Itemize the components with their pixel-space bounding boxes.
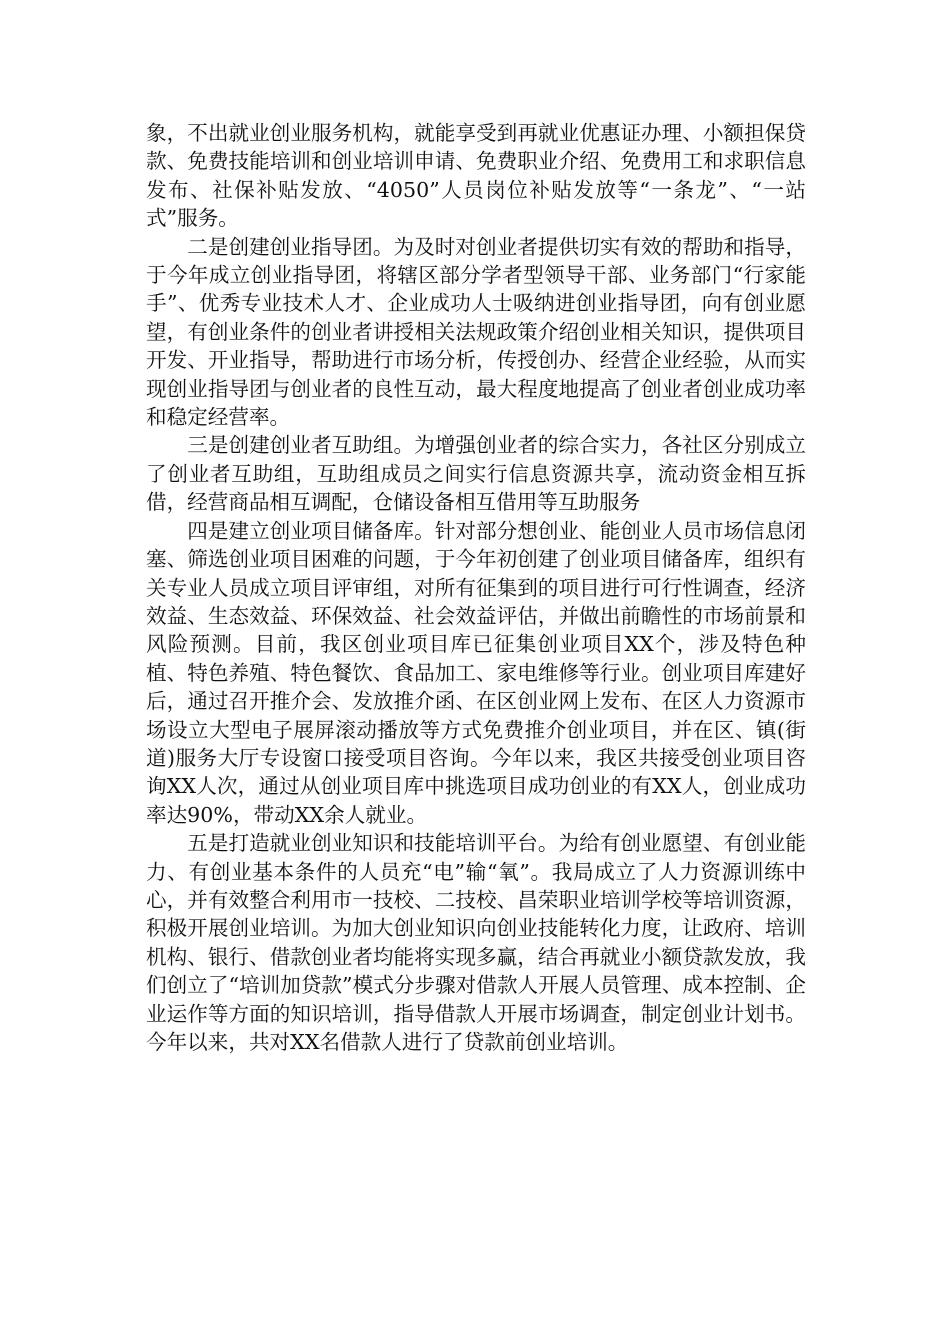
paragraph-entrepreneurship-guidance-group: 二是创建创业指导团。为及时对创业者提供切实有效的帮助和指导，于今年成立创业指导团，将辖区部分学者型领导干部、业务部门“行家能手”、优秀专业技术人才、企业成功人士吸纳进创业指导团，向有创业愿望，有创业条件的创业者讲授相关法规政策介绍创业相关知识，提供项目开发、开业指导，帮助进行市场分析，传授创办、经营企业经验，从而实现创业指导团与创业者的良性互动，最大程度地提高了创业者创业成功率和稳定经营率。 bbox=[146, 234, 806, 430]
paragraph-training-platform: 五是打造就业创业知识和技能培训平台。为给有创业愿望、有创业能力、有创业基本条件的人员充“电”输“氧”。我局成立了人力资源训练中心，并有效整合利用市一技校、二技校、昌荣职业培训学校等培训资源，积极开展创业培训。为加大创业知识向创业技能转化力度，让政府、培训机构、银行、借款创业者均能将实现多赢，结合再就业小额贷款发放，我们创立了“培训加贷款”模式分步骤对借款人开展人员管理、成本控制、企业运作等方面的知识培训，指导借款人开展市场调查，制定创业计划书。今年以来，共对XX名借款人进行了贷款前创业培训。 bbox=[146, 831, 806, 1054]
paragraph-entrepreneur-mutual-aid-group: 三是创建创业者互助组。为增强创业者的综合实力，各社区分别成立了创业者互助组，互助组成员之间实行信息资源共享，流动资金相互拆借，经营商品相互调配，仓储设备相互借用等互助服务 bbox=[146, 433, 806, 515]
paragraph-continuation: 象，不出就业创业服务机构，就能享受到再就业优惠证办理、小额担保贷款、免费技能培训和创业培训申请、免费职业介绍、免费用工和求职信息发布、社保补贴发放、“4050”人员岗位补贴发放等“一条龙”、“一站式”服务。 bbox=[146, 121, 806, 231]
paragraph-project-reserve-library: 四是建立创业项目储备库。针对部分想创业、能创业人员市场信息闭塞、筛选创业项目困难的问题，于今年初创建了创业项目储备库，组织有关专业人员成立项目评审组，对所有征集到的项目进行可行性调查，经济效益、生态效益、环保效益、社会效益评估，并做出前瞻性的市场前景和风险预测。目前，我区创业项目库已征集创业项目XX个，涉及特色种植、特色养殖、特色餐饮、食品加工、家电维修等行业。创业项目库建好后，通过召开推介会、发放推介函、在区创业网上发布、在区人力资源市场设立大型电子展屏滚动播放等方式免费推介创业项目，并在区、镇(街道)服务大厅专设窗口接受项目咨询。今年以来，我区共接受创业项目咨询XX人次，通过从创业项目库中挑选项目成功创业的有XX人，创业成功率达90%，带动XX余人就业。 bbox=[146, 518, 806, 827]
document-body bbox=[146, 119, 806, 1056]
